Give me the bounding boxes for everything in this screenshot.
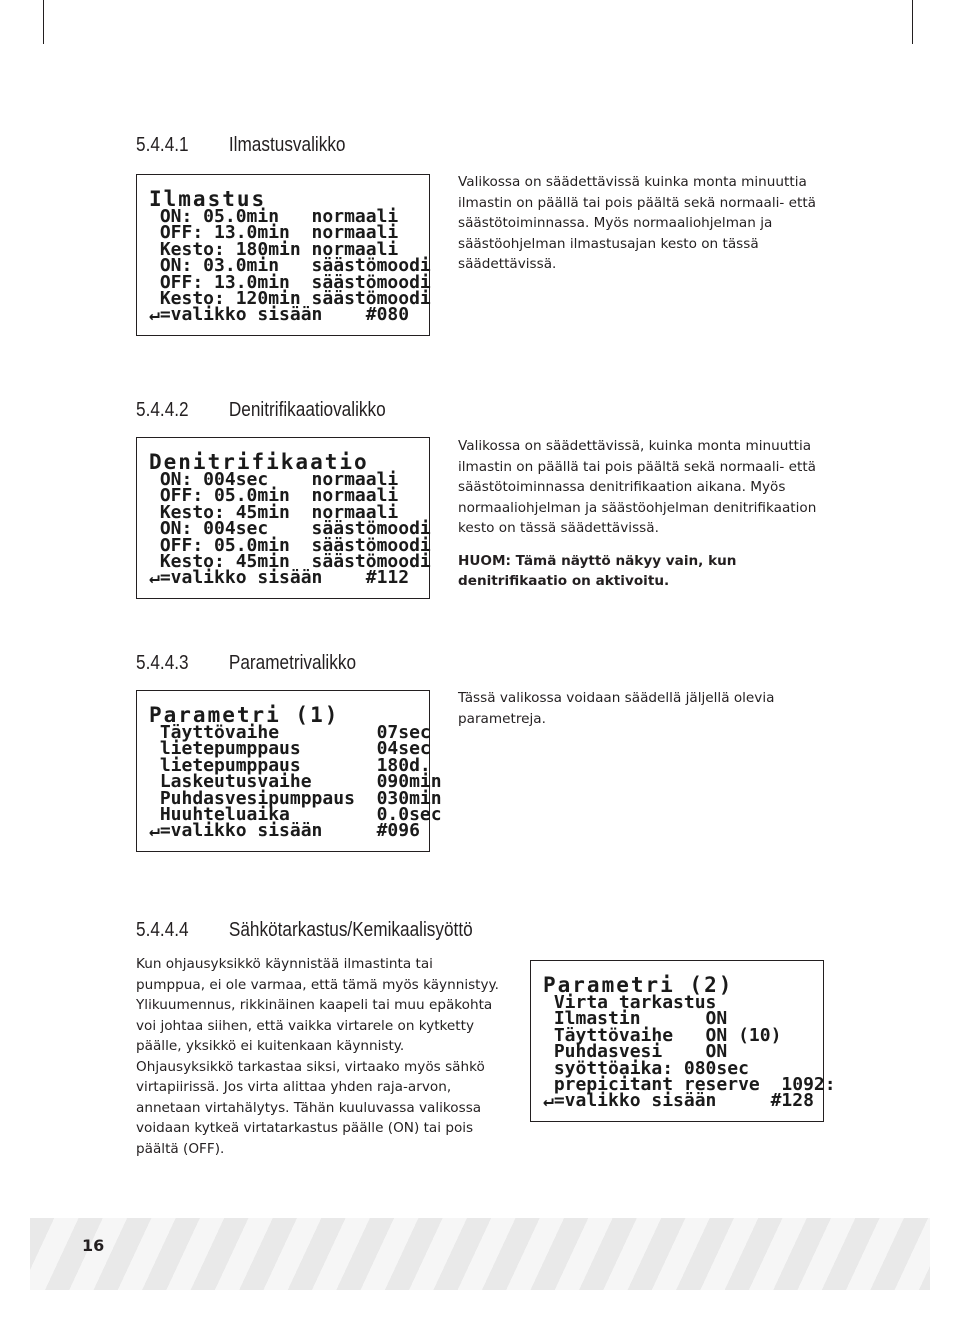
section-heading-sahkotarkastus [136,919,473,942]
lcd-line: ON: 05.0min normaali [149,206,399,227]
lcd-line: lietepumppaus 04sec [149,738,431,760]
lcd-line: OFF: 05.0min normaali [149,485,399,507]
lcd-line: Puhdasvesi ON [543,1041,728,1063]
crop-mark-left [43,0,44,44]
lcd-line: Kesto: 180min normaali [149,238,399,260]
section-heading-parametrivalikko [136,652,356,675]
lcd-line: OFF: 13.0min säästömoodi [149,271,431,293]
lcd-line: ↵=valikko sisään #128 [543,1090,814,1112]
section-title: Sähkötarkastus/Kemikaalisyöttö [228,919,473,941]
lcd-title: Parametri (2) [543,973,734,997]
section-title: Parametrivalikko [228,652,357,674]
lcd-line: ↵=valikko sisään #080 [149,304,410,326]
section-heading-ilmastusvalikko [136,134,346,157]
lcd-line: OFF: 05.0min säästömoodi [149,534,431,556]
section-number: 5.4.4.4 [136,919,189,941]
lcd-line: lietepumppaus 180d. [149,754,431,776]
lcd-screen-ilmastus [136,174,430,336]
lcd-line: Täyttövaihe 07sec [149,722,431,743]
lcd-screen-denitrifikaatio [136,437,430,599]
lcd-line: Laskeutusvaihe 090min [149,771,442,793]
lcd-line: Kesto: 45min säästömoodi [149,551,431,573]
lcd-line: Kesto: 45min normaali [149,501,399,523]
lcd-line: Täyttövaihe ON (10) [543,1024,782,1046]
lcd-line: OFF: 13.0min normaali [149,222,399,244]
footer-band [30,1218,930,1290]
paragraph: Valikossa on säädettävissä, kuinka monta minuuttia ilmastin on päällä tai pois päältä sekä normaali- että säästötoiminnassa denitrifikaation aikana. Myös normaaliohjelman ja säästöohjelman denitrifikaation kesto on tässä säädettävissä. [458,438,817,536]
lcd-line: ↵=valikko sisään #112 [149,567,410,589]
lcd-line: Kesto: 120min säästömoodi [149,288,431,310]
section-heading-denitrifikaatiovalikko [136,399,386,422]
page-number: 16 [82,1236,105,1255]
section-title: Denitrifikaatiovalikko [228,399,386,421]
paragraph: Valikossa on säädettävissä kuinka monta minuuttia ilmastin on päällä tai pois päältä sekä normaali- että säästötoiminnassa. Myös normaaliohjelman ja säästöohjelman ilmastusajan kesto on tässä säädettävissä. [458,174,816,272]
paragraph: Tässä valikossa voidaan säädellä jäljellä olevia parametreja. [458,690,775,727]
section-number: 5.4.4.3 [136,652,189,674]
lcd-line: ↵=valikko sisään #096 [149,820,420,842]
lcd-screen-parametri-2 [530,960,836,1122]
lcd-line: ON: 03.0min säästömoodi [149,255,431,277]
section-title: Ilmastusvalikko [228,134,346,156]
section-description [458,436,826,605]
lcd-line: prepicitant reserve 1092: [543,1074,836,1096]
lcd-title: Denitrifikaatio [149,450,369,474]
lcd-line: Ilmastin ON [543,1008,728,1030]
lcd-line: ON: 004sec normaali [149,469,399,490]
lcd-line: ON: 004sec säästömoodi [149,518,431,540]
lcd-title: Ilmastus [149,187,267,211]
section-description [136,954,506,1159]
lcd-title: Parametri (1) [149,703,340,727]
lcd-line: Virta tarkastus [543,992,717,1013]
section-description [458,172,818,275]
note: HUOM: Tämä näyttö näkyy vain, kun denitrifikaatio on aktivoitu. [458,552,737,589]
lcd-line: Puhdasvesipumppaus 030min [149,787,442,809]
paragraph: Kun ohjausyksikkö käynnistää ilmastinta tai pumppua, ei ole varmaa, että tämä myös käynnistyy. Ylikuumennus, rikkinäinen kaapeli tai muu epäkohta voi johtaa siihen, että vaikka virtarele on kytketty päälle, yksikkö ei kuitenkaan käynnisty. Ohjausyksikkö tarkastaa siksi, virtaako myös sähkö virtapiirissä. Jos virta alittaa yhden raja-arvon, annetaan virtahälytys. Tähän kuuluvassa valikossa voidaan kytkeä virtatarkastus päälle (ON) tai pois päältä (OFF). [136,956,499,1157]
section-number: 5.4.4.2 [136,399,189,421]
crop-mark-right [912,0,913,44]
lcd-line: syöttöaika: 080sec [543,1057,749,1079]
lcd-line: Huuhteluaika 0.0sec [149,804,442,826]
section-description [458,688,818,729]
lcd-screen-parametri-1 [136,690,442,852]
section-number: 5.4.4.1 [136,134,189,156]
